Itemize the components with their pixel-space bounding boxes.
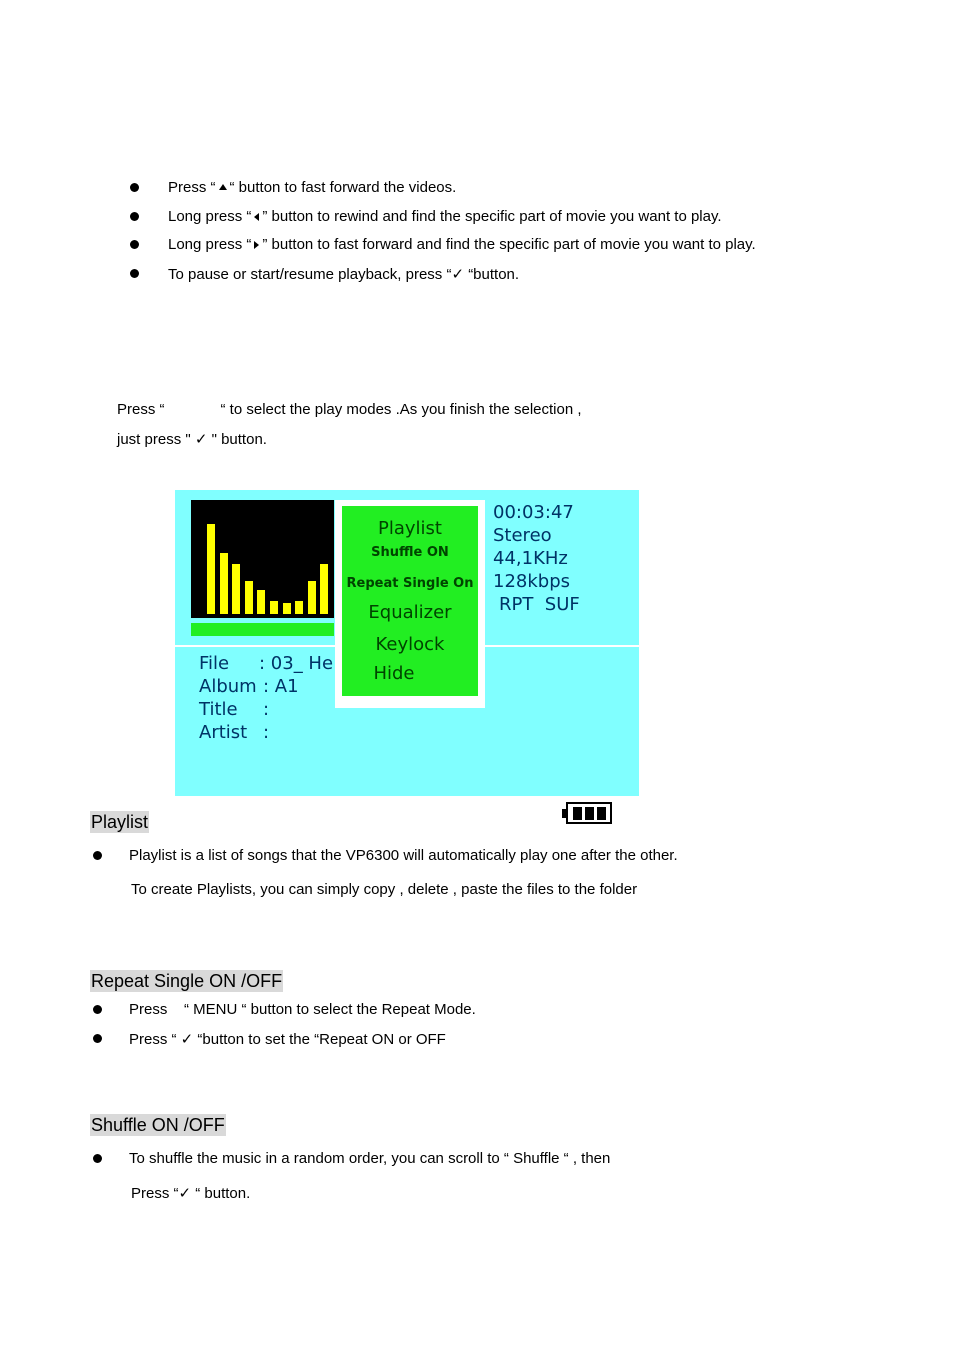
meta-artist-value: : xyxy=(263,722,270,743)
menu-item-playlist[interactable]: Playlist xyxy=(378,518,442,539)
bullet-dot xyxy=(130,183,139,192)
menu-item-repeat-single[interactable]: Repeat Single On xyxy=(346,576,474,591)
up-arrow-icon xyxy=(219,184,227,190)
progress-strip xyxy=(191,623,334,636)
menu-item-shuffle[interactable]: Shuffle ON xyxy=(371,545,449,560)
bullet-text: Long press “ xyxy=(168,236,252,253)
equalizer-bar xyxy=(320,564,328,614)
equalizer-bar xyxy=(257,590,265,614)
intro-text: “ to select the play modes .As you finish the selection , xyxy=(220,401,582,418)
intro-text: Press “ xyxy=(117,401,165,418)
equalizer-bar xyxy=(207,524,215,614)
bullet-dot xyxy=(130,240,139,249)
battery-cell xyxy=(585,807,594,820)
left-arrow-icon xyxy=(254,213,259,221)
playlist-bullet: Playlist is a list of songs that the VP6300 will automatically play one after the other. xyxy=(129,847,678,864)
bullet-long-forward xyxy=(168,236,756,253)
meta-artist-label: Artist xyxy=(199,722,248,743)
sample-rate-display: 44,1KHz xyxy=(493,548,568,569)
bullet-pause xyxy=(168,265,519,283)
device-screenshot xyxy=(175,490,639,796)
play-mode-menu xyxy=(335,500,485,708)
bullet-text: To pause or start/resume playback, press “✓ “button. xyxy=(168,266,520,283)
bullet-dot xyxy=(93,1005,102,1014)
intro-line-2: just press " ✓ " button. xyxy=(117,431,267,448)
meta-file-value: : 03_ He xyxy=(259,653,334,674)
right-arrow-icon xyxy=(254,241,259,249)
equalizer-bar xyxy=(232,564,240,614)
bullet-dot xyxy=(93,1034,102,1043)
bullet-dot xyxy=(93,1154,102,1163)
equalizer-bar xyxy=(308,581,316,614)
bullet-dot xyxy=(93,851,102,860)
meta-album-value: : A1 xyxy=(263,676,299,697)
heading-shuffle: Shuffle ON /OFF xyxy=(91,1115,225,1135)
battery-nub xyxy=(562,809,566,818)
menu-panel xyxy=(342,506,478,696)
menu-item-equalizer[interactable]: Equalizer xyxy=(368,602,452,623)
meta-title-label: Title xyxy=(199,699,238,720)
menu-item-hide[interactable]: Hide xyxy=(373,663,415,684)
bitrate-display: 128kbps xyxy=(493,571,571,592)
bullet-text: Long press “ xyxy=(168,208,252,225)
battery-cell xyxy=(597,807,606,820)
time-display: 00:03:47 xyxy=(493,502,574,523)
mode-flags-display: RPT SUF xyxy=(499,594,580,615)
bullet-dot xyxy=(130,269,139,278)
meta-album-label: Album xyxy=(199,676,257,697)
equalizer-visualizer xyxy=(191,500,334,618)
battery-icon xyxy=(566,802,612,824)
bullet-text: Press “ xyxy=(168,179,216,196)
channel-display: Stereo xyxy=(493,525,552,546)
shuffle-note: Press “✓ “ button. xyxy=(131,1185,251,1202)
bullet-rewind xyxy=(168,208,722,225)
bullet-fast-forward xyxy=(168,179,456,196)
equalizer-bar xyxy=(245,581,253,614)
bullet-text: ” button to rewind and find the specific part of movie you want to play. xyxy=(262,208,722,225)
intro-line-1 xyxy=(117,401,582,418)
repeat-bullet-1: Press “ MENU “ button to select the Repeat Mode. xyxy=(129,1001,476,1018)
bullet-text: “ button to fast forward the videos. xyxy=(229,179,457,196)
equalizer-bar xyxy=(295,601,303,614)
meta-title-value: : xyxy=(263,699,270,720)
bullet-dot xyxy=(130,212,139,221)
equalizer-bar xyxy=(220,553,228,614)
equalizer-bar xyxy=(283,603,291,614)
shuffle-bullet: To shuffle the music in a random order, you can scroll to “ Shuffle “ , then xyxy=(129,1150,611,1167)
heading-playlist: Playlist xyxy=(91,812,149,832)
equalizer-bar xyxy=(270,601,278,614)
playlist-note: To create Playlists, you can simply copy , delete , paste the files to the folder xyxy=(131,881,638,898)
menu-item-keylock[interactable]: Keylock xyxy=(375,634,445,655)
battery-cell xyxy=(573,807,582,820)
meta-file-label: File xyxy=(199,653,230,674)
bullet-text: ” button to fast forward and find the specific part of movie you want to play. xyxy=(262,236,756,253)
heading-repeat: Repeat Single ON /OFF xyxy=(91,971,283,991)
repeat-bullet-2: Press “ ✓ “button to set the “Repeat ON or OFF xyxy=(129,1031,446,1048)
